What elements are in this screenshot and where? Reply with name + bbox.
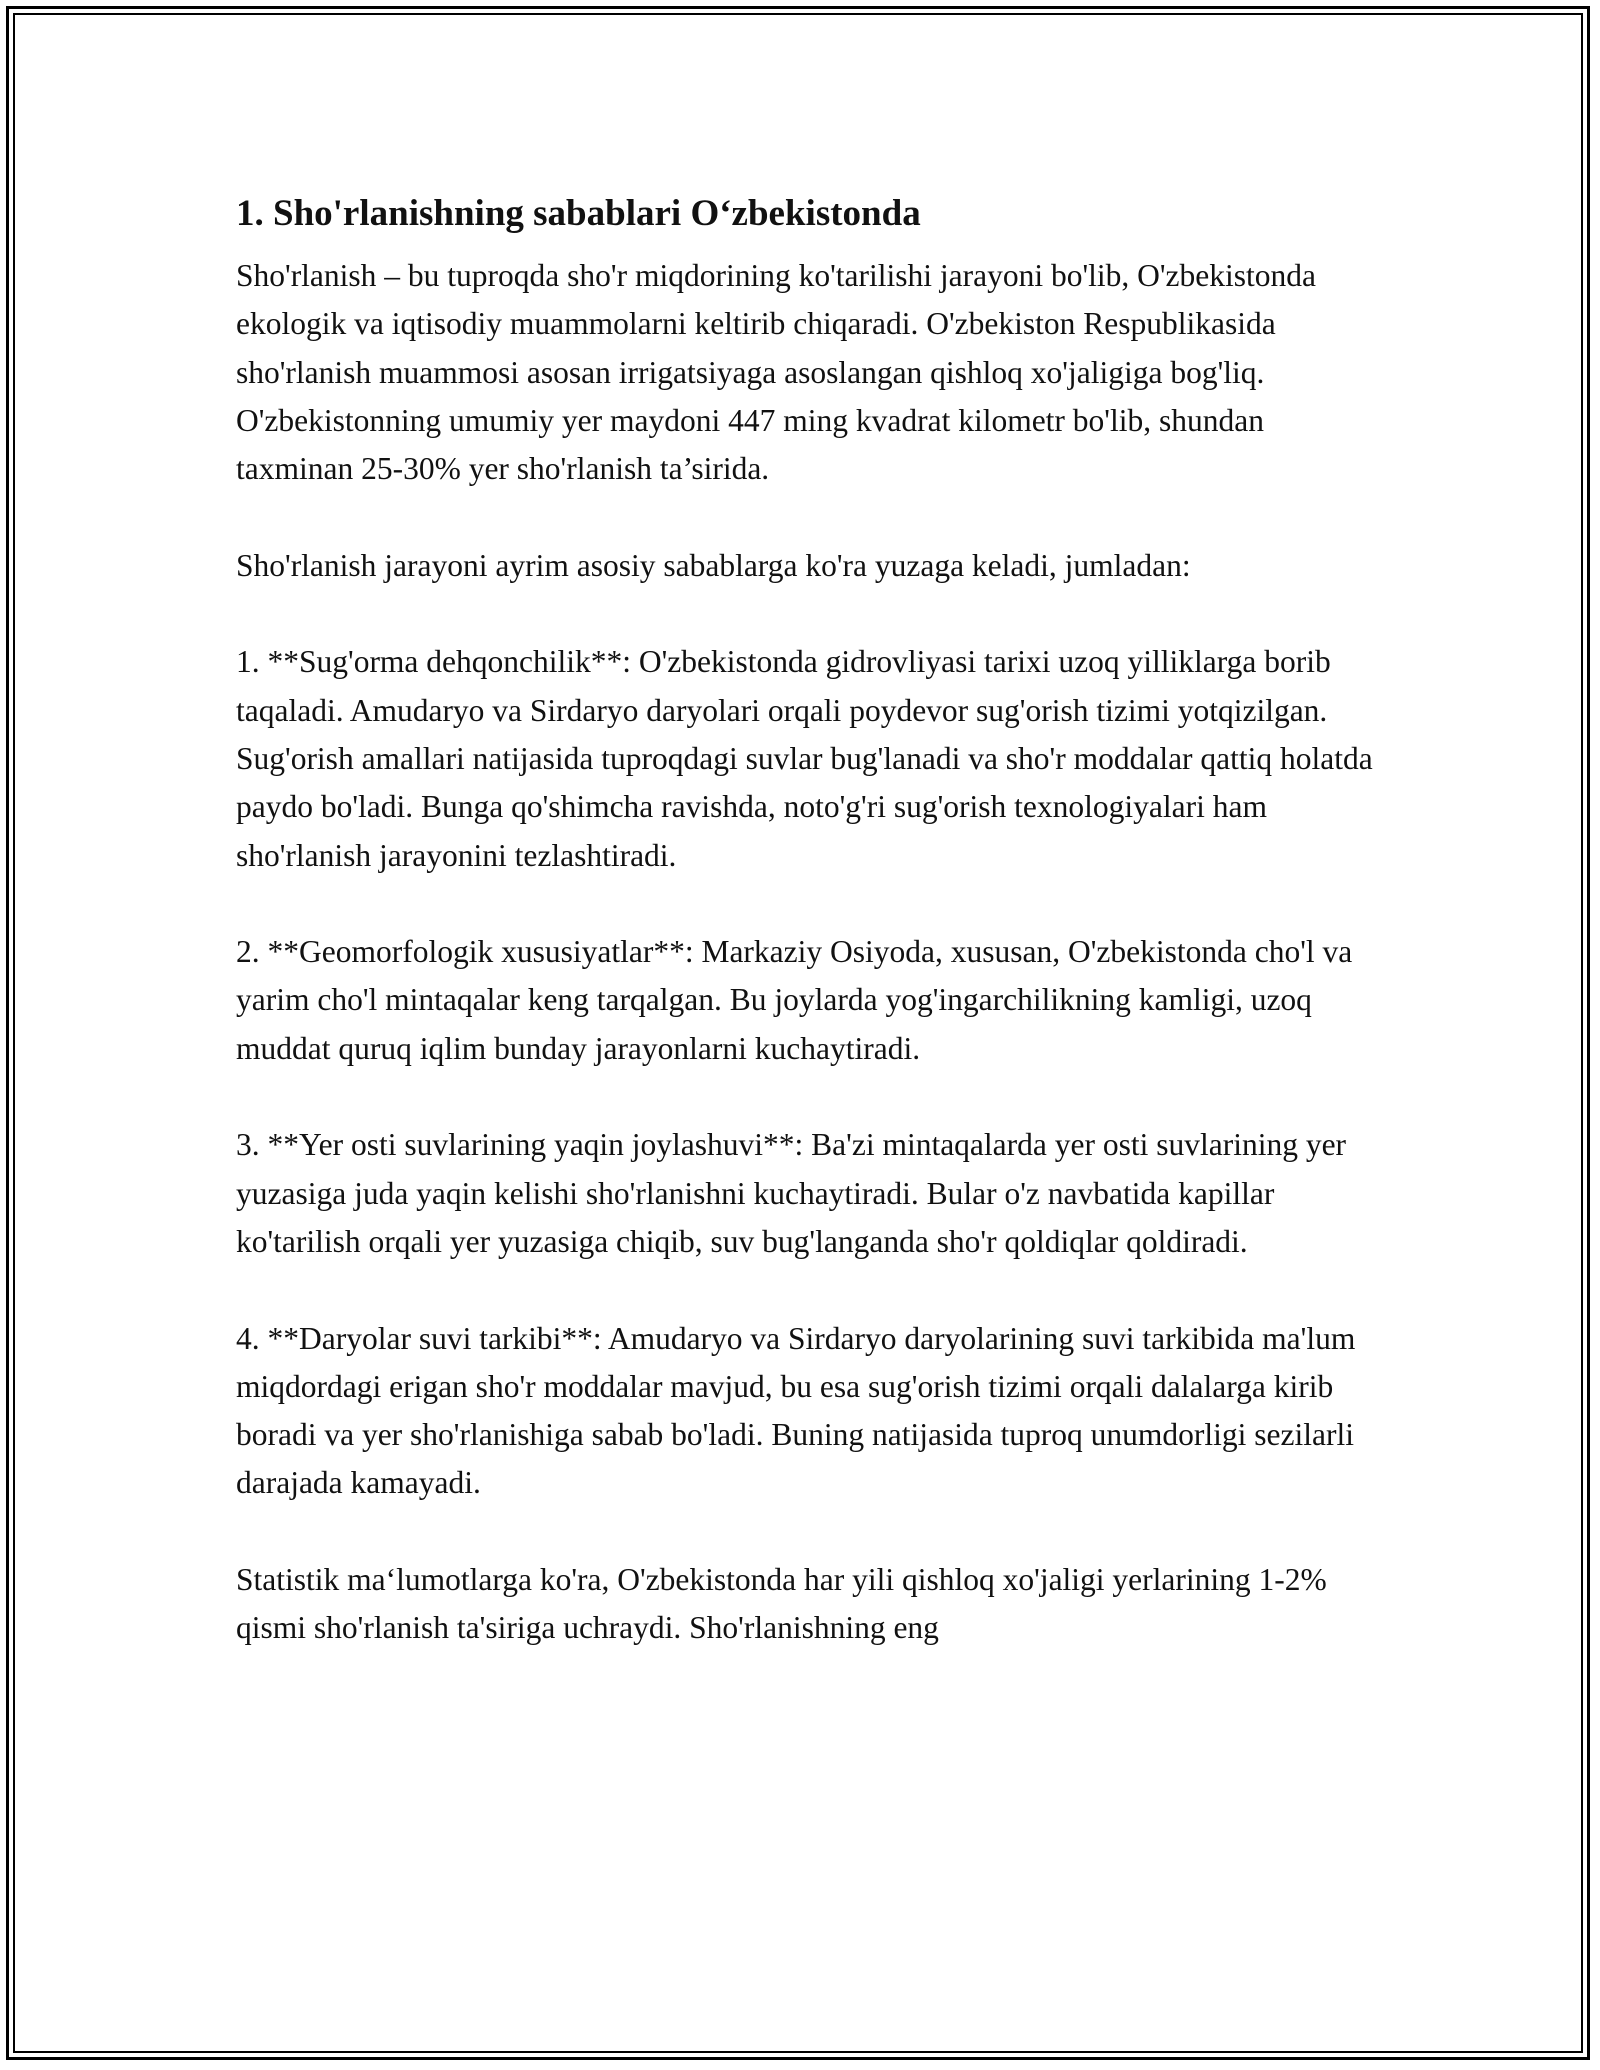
paragraph-cause-groundwater: 3. **Yer osti suvlarining yaqin joylashuvi**: Ba'zi mintaqalarda yer osti suvlarining yer yuzasiga juda yaqin kelishi sho'rlanishni kuchaytiradi. Bular o'z navbatida kapillar ko'tarilish orqali yer yuzasiga chiqib, suv bug'langanda sho'r qoldiqlar qoldiradi.: [236, 1127, 1347, 1259]
paragraph-cause-irrigation: 1. **Sug'orma dehqonchilik**: O'zbekistonda gidrovliyasi tarixi uzoq yilliklarga borib taqaladi. Amudaryo va Sirdaryo daryolari orqali poydevor sug'orish tizimi yotqizilgan. Sug'orish amallari natijasida tuproqdagi suvlar bug'lanadi va sho'r moddalar qattiq holatda paydo bo'ladi. Bunga qo'shimcha ravishda, noto'g'ri sug'orish texnologiyalari ham sho'rlanish jarayonini tezlashtiradi.: [236, 644, 1373, 873]
paragraph-cause-river-water: 4. **Daryolar suvi tarkibi**: Amudaryo va Sirdaryo daryolarining suvi tarkibida ma'lum miqdordagi erigan sho'r moddalar mavjud, bu esa sug'orish tizimi orqali dalalarga kirib boradi va yer sho'rlanishiga sabab bo'ladi. Buning natijasida tuproq unumdorligi sezilarli darajada kamayadi.: [236, 1320, 1356, 1501]
paragraph-causes-lead: Sho'rlanish jarayoni ayrim asosiy sabablarga ko'ra yuzaga keladi, jumladan:: [236, 547, 1191, 583]
paragraph-intro: Sho'rlanish – bu tuproqda sho'r miqdorining ko'tarilishi jarayoni bo'lib, O'zbekistonda ekologik va iqtisodiy muammolarni keltirib chiqaradi. O'zbekiston Respublikasida sho'rlanish muammosi asosan irrigatsiyaga asoslangan qishloq xo'jaligiga bog'liq. O'zbekistonning umumiy yer maydoni 447 ming kvadrat kilometr bo'lib, shundan taxminan 25-30% yer sho'rlanish ta’sirida.: [236, 258, 1316, 487]
paragraph-statistics: Statistik ma‘lumotlarga ko'ra, O'zbekistonda har yili qishloq xo'jaligi yerlarining 1-2% qismi sho'rlanish ta'siriga uchraydi. Sho'rlanishning eng: [236, 1562, 1327, 1646]
section-heading: 1. Sho'rlanishning sabablari O‘zbekistonda: [236, 193, 921, 234]
document-body: [236, 186, 1376, 1701]
paragraph-cause-geomorphology: 2. **Geomorfologik xususiyatlar**: Markaziy Osiyoda, xususan, O'zbekistonda cho'l va yarim cho'l mintaqalar keng tarqalgan. Bu joylarda yog'ingarchilikning kamligi, uzoq muddat quruq iqlim bunday jarayonlarni kuchaytiradi.: [236, 934, 1353, 1066]
